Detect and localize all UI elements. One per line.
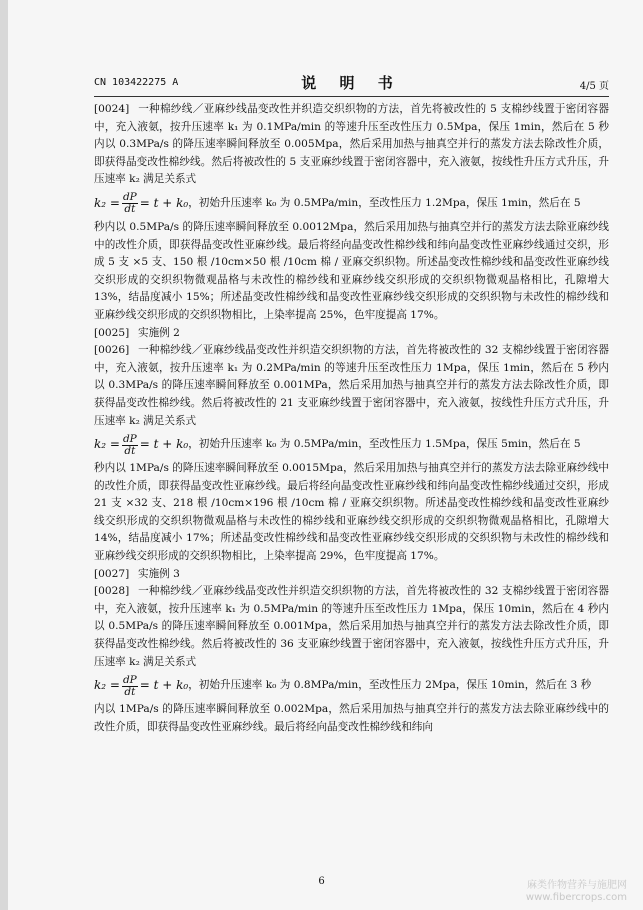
equation-fraction xyxy=(122,434,138,457)
paragraph-tag: [0024] xyxy=(94,103,130,115)
equation-lhs: k₂ = xyxy=(94,437,120,452)
equation-line xyxy=(94,430,609,460)
equation-numerator: dP xyxy=(122,673,137,686)
paragraph-text: 一种棉纱线／亚麻纱线晶变改性并织造交织织物的方法，首先将被改性的 32 支棉纱线置于密闭容器中，充入液氨，按升压速率 k₁ 为 0.2MPa/min 的等速升压至改性压力 1Mpa，保压 1min，然后在 5 秒内以 0.3MPa/s 的降压速率瞬间释放至 0.001MPa，然后采用加热与抽真空并行的蒸发方法去除改性介质，即获得晶变改性棉纱线。然后将被改性的 21 支亚麻纱线置于密闭容器中，充入液氨，按线性升压方式升压，升压速率 k₂ 满足关系式 xyxy=(94,344,609,427)
section-title: 说 明 书 xyxy=(301,74,402,92)
paragraph-text: 一种棉纱线／亚麻纱线晶变改性并织造交织织物的方法，首先将被改性的 5 支棉纱线置于密闭容器中，充入液氨，按升压速率 k₁ 为 0.1MPa/min 的等速升压至改性压力 0.5Mpa，保压 1min，然后在 5 秒内以 0.3MPa/s 的降压速率瞬间释放至 0.005Mpa，然后采用加热与抽真空并行的蒸发方法去除改性介质，即获得晶变改性棉纱线。然后将被改性的 5 支亚麻纱线置于密闭容器中，充入液氨，按线性升压方式升压，升压速率 k₂ 满足关系式 xyxy=(94,103,609,186)
equation-line xyxy=(94,671,609,701)
equation-line xyxy=(94,189,609,219)
paragraph-0028-cont xyxy=(94,701,609,736)
paragraph-text: 一种棉纱线／亚麻纱线晶变改性并织造交织织物的方法，首先将被改性的 32 支棉纱线置于密闭容器中，充入液氨，按升压速率 k₁ 为 0.5MPa/min 的等速升压至改性压力 1Mpa，保压 10min，然后在 4 秒内以 0.5MPa/s 的降压速率瞬间释放至 0.001Mpa，然后采用加热与抽真空并行的蒸发方法去除改性介质，即获得晶变改性棉纱线。然后将被改性的 36 支亚麻纱线置于密闭容器中，充入液氨，按线性升压方式升压，升压速率 k₂ 满足关系式 xyxy=(94,585,609,668)
paragraph-0024 xyxy=(94,101,609,189)
page-indicator: 4/5 页 xyxy=(579,81,609,92)
equation-denominator: dt xyxy=(124,203,136,216)
equation-denominator: dt xyxy=(124,685,136,698)
equation-tail-text: ，初始升压速率 k₀ 为 0.5MPa/min，至改性压力 1.5Mpa，保压 5min，然后在 5 xyxy=(188,438,581,451)
paragraph-0026 xyxy=(94,342,609,430)
equation xyxy=(94,191,188,217)
example-heading: 实施例 2 xyxy=(138,326,180,339)
equation xyxy=(94,432,188,458)
page-header xyxy=(94,74,609,94)
equation-numerator: dP xyxy=(122,191,137,204)
paragraph-tag: [0026] xyxy=(94,344,130,357)
paragraph-text: 内以 1MPa/s 的降压速率瞬间释放至 0.002Mpa，然后采用加热与抽真空并行的蒸发方法去除亚麻纱线中的改性介质，即获得晶变改性亚麻纱线。最后将经向晶变改性棉纱线和纬向 xyxy=(94,703,609,733)
equation-rhs: = t + k₀ xyxy=(139,437,189,452)
equation-tail-text: ，初始升压速率 k₀ 为 0.8MPa/min，至改性压力 2Mpa，保压 10min，然后在 3 秒 xyxy=(188,679,592,692)
equation-fraction xyxy=(122,675,138,698)
paragraph-0028 xyxy=(94,583,609,671)
watermark-line-2: www.fibercrops.com xyxy=(525,892,627,903)
equation-rhs: = t + k₀ xyxy=(139,678,189,693)
equation-rhs: = t + k₀ xyxy=(139,196,189,211)
equation-denominator: dt xyxy=(124,444,136,457)
paragraph-tag: [0025] xyxy=(94,326,130,339)
paragraph-tag: [0027] xyxy=(94,567,130,580)
equation-lhs: k₂ = xyxy=(94,678,120,693)
watermark-line-1: 麻类作物营养与施肥网 xyxy=(527,880,627,891)
watermark xyxy=(526,880,627,904)
document-body xyxy=(94,101,609,736)
paragraph-0025 xyxy=(94,325,609,343)
patent-number: CN 103422275 A xyxy=(94,77,179,88)
equation-lhs: k₂ = xyxy=(94,196,120,211)
paragraph-text: 秒内以 1MPa/s 的降压速率瞬间释放至 0.0015Mpa，然后采用加热与抽真空并行的蒸发方法去除亚麻纱线中的改性介质，即获得晶变改性亚麻纱线。最后将经向晶变改性亚麻纱线和纬向晶变改性棉纱线通过交织，形成 21 支 ×32 支、218 根 /10cm×196 根 /10cm 棉 / 亚麻交织织物。所述晶变改性棉纱线和晶变改性亚麻纱线交织形成的交织织物微观晶格与未改性的棉纱线和亚麻纱线交织形成的交织织物微观晶格相比，孔隙增大 14%，结晶度减小 17%；所述晶变改性棉纱线和晶变改性亚麻纱线交织形成的交织织物与未改性的棉纱线和亚麻纱线交织形成的交织织物相比，上染率提高 29%，色牢度提高 17%。 xyxy=(94,462,609,563)
equation-tail-text: ，初始升压速率 k₀ 为 0.5MPa/min，至改性压力 1.2Mpa，保压 1min，然后在 5 xyxy=(188,197,581,210)
paragraph-0026-cont xyxy=(94,460,609,566)
header-rule xyxy=(94,96,609,97)
page-number: 6 xyxy=(318,876,325,887)
paragraph-text: 秒内以 0.5MPa/s 的降压速率瞬间释放至 0.0012Mpa，然后采用加热与抽真空并行的蒸发方法去除亚麻纱线中的改性介质，即获得晶变改性亚麻纱线。最后将经向晶变改性棉纱线和纬向晶变改性亚麻纱线通过交织，形成 5 支 ×5 支、150 根 /10cm×50 根 /10cm 棉 / 亚麻交织织物。所述晶变改性棉纱线和晶变改性亚麻纱线交织形成的交织织物微观晶格与未改性的棉纱线和亚麻纱线交织形成的交织织物微观晶格相比，孔隙增大 13%，结晶度减小 15%；所述晶变改性棉纱线和晶变改性亚麻纱线交织形成的交织织物与未改性的棉纱线和亚麻纱线交织形成的交织织物相比，上染率提高 25%，色牢度提高 17%。 xyxy=(94,220,609,321)
equation-fraction xyxy=(122,192,138,215)
paragraph-tag: [0028] xyxy=(94,585,130,598)
equation-numerator: dP xyxy=(122,432,137,445)
scan-binding-edge xyxy=(0,0,8,910)
paragraph-0027 xyxy=(94,566,609,584)
paragraph-0024-cont xyxy=(94,219,609,325)
equation xyxy=(94,673,188,699)
example-heading: 实施例 3 xyxy=(138,567,180,580)
